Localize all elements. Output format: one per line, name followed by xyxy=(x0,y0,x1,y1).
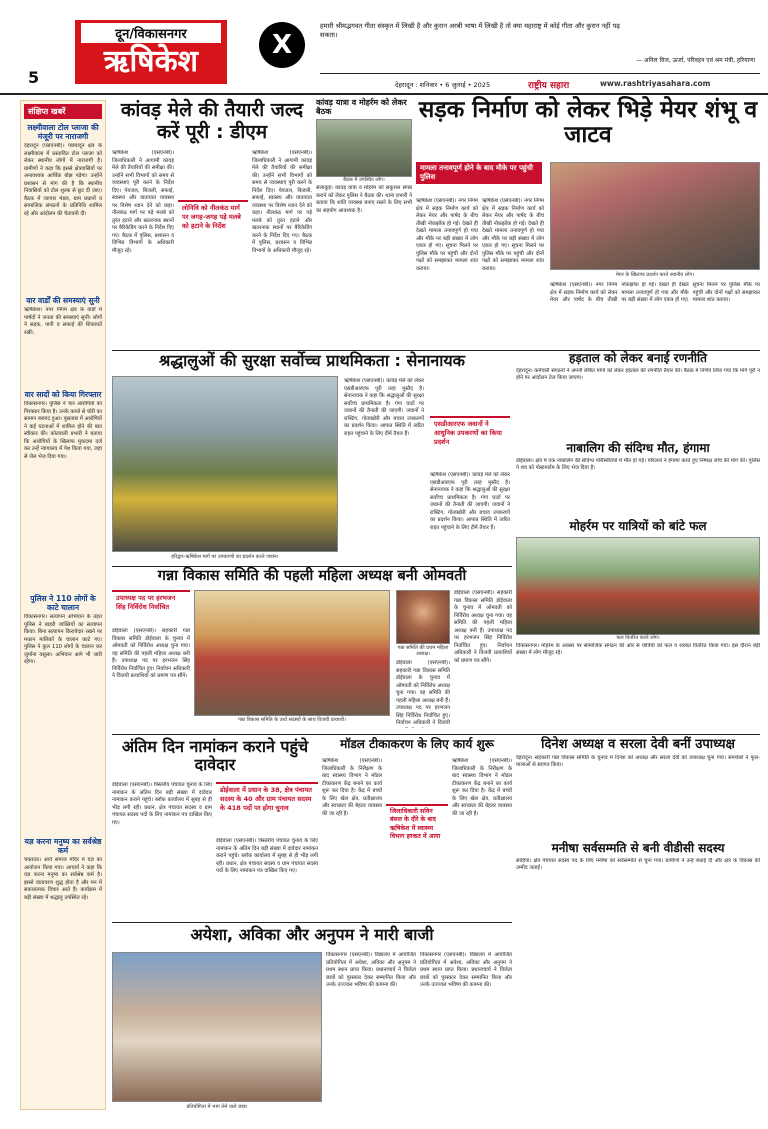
headline: नाबालिग की संदिग्ध मौत, हंगामा xyxy=(566,441,710,455)
dateline: देहरादून : शनिवार • 6 जुलाई • 2025 xyxy=(395,81,491,89)
sidebar-item xyxy=(24,594,102,834)
body: डोईवाला। क्षेत्र में एक नाबालिग की संदिग्ध परिस्थितियों में मौत हो गई। परिजनों ने हंगामा करते हुए निष्पक्ष जांच की मांग की। पुलिस ने शव को पोस्टमार्टम के लिए भेज दिया है। xyxy=(516,457,760,472)
sidebar-head: वार वार्डों की समस्याएं सुनी xyxy=(26,296,100,305)
article-nomination xyxy=(112,738,318,918)
article-road xyxy=(416,98,760,348)
sidebar-body: विकासनगर। पुलिस ने चार आरोपियों को गिरफ्तार किया है। उनके कब्जे से चोरी का सामान बरामद हुआ। पूछताछ में आरोपियों ने कई घटनाओं में शामिल होने की बात स्वीकार की। कोतवाली प्रभारी ने बताया कि आरोपियों के खिलाफ मुकदमा दर्ज कर उन्हें न्यायालय में पेश किया गया, जहां से जेल भेज दिया गया। xyxy=(24,401,102,460)
headline: गन्ना विकास समिति की पहली महिला अध्यक्ष बनी ओमवती xyxy=(157,568,467,584)
body-2: डोईवाला (एसएनबी)। त्रिस्तरीय पंचायत चुनाव के लिए नामांकन के अंतिम दिन बड़ी संख्या में दावेदार नामांकन कराने पहुंचे। ब्लॉक कार्यालय में सुबह से ही भीड़ लगी रही। प्रधान, क्षेत्र पंचायत सदस्य व ग्राम पंचायत सदस्य पदों के लिए नामांकन पत्र दाखिल किए गए। xyxy=(216,838,318,875)
body-2: ऋषिकेश (एसएनबी)। जिलाधिकारी ने आगामी कांवड़ मेले की तैयारियों की समीक्षा की। उन्होंने सभी विभागों को समय से व्यवस्थाएं पूरी करने के निर्देश दिए। पेयजल, बिजली, सफाई, स्वास्थ्य और यातायात व्यवस्था पर विशेष ध्यान देने को कहा। नीलकंठ मार्ग पर पड़े मलबे को तुरंत हटाने और खतरनाक स्थानों पर बैरिकेडिंग करने के निर्देश दिए गए। बैठक में पुलिस, प्रशासन व विभिन्न विभागों के अधिकारी मौजूद रहे। xyxy=(252,150,312,254)
sidebar-head: वार सादों को किया गिरफ्तार xyxy=(24,390,102,399)
quote-text: हमारी श्रीमद्भगवत गीता संस्कृत में लिखी है और कुरान अरबी भाषा में लिखी है तो क्या महाराष्ट्र में कोई गीता और कुरान नहीं पढ़ सकता। xyxy=(320,22,620,40)
quote-author: — अनिल विज, ऊर्जा, परिवहन एवं श्रम मंत्री, हरियाणा xyxy=(636,57,755,64)
photo-caption: बैठक में उपस्थित लोग। xyxy=(343,177,385,184)
headline: मनीषा सर्वसम्मति से बनी वीडीसी सदस्य xyxy=(551,841,725,855)
protest-photo xyxy=(550,162,760,270)
sidebar-tag: संक्षिप्त खबरें xyxy=(24,104,102,119)
article-dinesh xyxy=(516,738,760,838)
article-safety xyxy=(112,352,512,562)
body: सेलाकुई। कांवड़ यात्रा व मोहर्रम को सकुशल संपन्न कराने को लेकर पुलिस ने बैठक की। थाना प्रभारी ने बताया कि शांति व्यवस्था बनाए रखने के लिए सभी का सहयोग आवश्यक है। xyxy=(316,185,412,214)
brand-name: राष्ट्रीय सहारा xyxy=(528,81,570,91)
brand-block xyxy=(75,20,227,84)
body-3: डोईवाला (एसएनबी)। सहकारी गन्ना विकास समिति डोईवाला के चुनाव में ओमवती को निर्विरोध अध्यक्ष चुना गया। वह समिति की पहली महिला अध्यक्ष बनी हैं। उपाध्यक्ष पद पर हरभजन सिंह निर्विरोध निर्वाचित हुए। निर्वाचन अधिकारी ने विजयी xyxy=(396,660,450,727)
portrait-caption: गन्ना समिति की प्रथम महिला अध्यक्ष। xyxy=(397,645,449,657)
highlight: एसडीआरएफ जवानों ने आधुनिक उपकरणों का किया प्रदर्शन xyxy=(430,416,510,448)
sidebar-item xyxy=(24,123,102,293)
article-sugarcane xyxy=(112,568,512,730)
body-2: ऋषिकेश (एसएनबी)। नगर निगम क्षेत्र में सड़क निर्माण कार्य को लेकर मेयर और पार्षद के बीच तीखी नोकझोंक हो गई। देखते ही देखते मामला तनावपूर्ण हो गया और मौके पर बड़ी संख्या में लोग एकत्र हो गए। सूचना मिलने पर पुलिस मौके पर पहुंची और दोनों पक्षों को समझाकर मामला शांत कराया। xyxy=(482,198,544,272)
headline: मोहर्रम पर यात्रियों को बांटे फल xyxy=(569,519,707,533)
article-vaccination xyxy=(322,738,512,918)
sidebar-body: देहरादून (एसएनबी)। पछवादून क्षेत्र के लक्ष्मीवाला में प्रस्तावित टोल प्लाजा को लेकर स्थानीय लोगों में नाराजगी है। ग्रामीणों ने कहा कि इससे क्षेत्रवासियों पर अनावश्यक आर्थिक बोझ पड़ेगा। उन्होंने प्रशासन से मांग की है कि स्थानीय निवासियों को टोल शुल्क से छूट दी जाए। बैठक में व्यापार मंडल, ग्राम प्रधानों व सामाजिक संगठनों के प्रतिनिधि शामिल रहे और आंदोलन की चेतावनी दी। xyxy=(24,143,102,217)
portrait-photo xyxy=(396,590,450,644)
body: ऋषिकेश (एसएनबी)। कांवड़ मेले को लेकर एसडीआरएफ पूरी तरह मुस्तैद है। सेनानायक ने कहा कि श्रद्धालुओं की सुरक्षा सर्वोच्च प्राथमिकता है। गंगा घाटों पर जवानों की तैनाती की जाएगी। जवानों ने राफ्टिंग, गोताखोरी और बचाव उपकरणों का प्रदर्शन किया। आपात स्थिति में त्वरित राहत पहुंचाने के लिए टीमें तैयार हैं। xyxy=(344,378,424,437)
highlight: मामला तनावपूर्ण होने के बाद मौके पर पहुंची पुलिस xyxy=(416,162,542,184)
sidebar-head: यज्ञ करना मनुष्य का सर्वश्रेष्ठ कर्म xyxy=(24,837,102,855)
headline: अयेशा, अविका और अनुपम ने मारी बाजी xyxy=(190,925,434,944)
sidebar-item xyxy=(24,837,102,1117)
paper-name: ऋषिकेश xyxy=(103,44,199,79)
meeting-photo xyxy=(316,119,412,177)
headline: श्रद्धालुओं की सुरक्षा सर्वोच्च प्राथमिकता : सेनानायक xyxy=(159,351,465,370)
students-photo xyxy=(112,952,322,1102)
photo-caption: गन्ना विकास समिति के उर्ध्व सदस्यों के साथ विजयी प्रत्याशी। xyxy=(238,717,346,723)
article-muharram xyxy=(516,520,760,690)
body: डोईवाला (एसएनबी)। सहकारी गन्ना विकास समिति डोईवाला के चुनाव में ओमवती को निर्विरोध अध्यक्ष चुना गया। वह समिति की पहली महिला अध्यक्ष बनी हैं। उपाध्यक्ष पद पर हरभजन सिंह निर्विरोध निर्वाचित हुए। निर्वाचन अधिकारी ने विजयी प्रत्याशियों को प्रमाण पत्र सौंपे। xyxy=(112,628,190,680)
body-2: ऋषिकेश (एसएनबी)। कांवड़ मेले को लेकर एसडीआरएफ पूरी तरह मुस्तैद है। सेनानायक ने कहा कि श्रद्धालुओं की सुरक्षा सर्वोच्च प्राथमिकता है। गंगा घाटों पर जवानों की तैनाती की जाएगी। जवानों ने राफ्टिंग, गोताखोरी और बचाव उपकरणों का प्रदर्शन किया। आपात स्थिति में त्वरित राहत पहुंचाने के लिए टीमें तैयार हैं। xyxy=(430,472,510,531)
section-label: दून/विकासनगर xyxy=(81,23,221,43)
body: विकासनगर। मोहर्रम के अवसर पर सामाजिक संगठन की ओर से यात्रियों को फल व शरबत वितरित किया गया। इस दौरान बड़ी संख्या में लोग मौजूद रहे। xyxy=(516,642,760,657)
headline: कांवड़ यात्रा व मोहर्रम को लेकर बैठक xyxy=(316,98,407,117)
article-kanwar-photo xyxy=(316,98,412,348)
photo-caption: फल वितरित करते लोग। xyxy=(616,634,660,641)
headline: हड़ताल को लेकर बनाई रणनीति xyxy=(569,351,707,365)
x-logo-icon: X xyxy=(259,22,305,68)
body: साहिया। क्षेत्र पंचायत सदस्य पद के लिए मनीषा को सर्वसम्मति से चुना गया। ग्रामीणों ने उन्हें बधाई दी और क्षेत्र के विकास की उम्मीद जताई। xyxy=(516,857,760,872)
body-2: ऋषिकेश (एसएनबी)। जिलाधिकारी के निरीक्षण के बाद स्वास्थ्य विभाग ने मॉडल टीकाकरण केंद्र बनाने का कार्य शुरू कर दिया है। केंद्र में बच्चों के लिए खेल क्षेत्र, प्रतीक्षालय और स्वच्छता की बेहतर व्यवस्था की जा रही है। xyxy=(452,758,512,817)
headline: सड़क निर्माण को लेकर भिड़े मेयर शंभू व जाटव xyxy=(418,97,758,149)
headline: मॉडल टीकाकरण के लिए कार्य शुरू xyxy=(340,737,494,751)
body: ऋषिकेश (एसएनबी)। नगर निगम क्षेत्र में सड़क निर्माण कार्य को लेकर मेयर और पार्षद के बीच तीखी नोकझोंक हो गई। देखते ही देखते मामला तनावपूर्ण हो गया और मौके पर बड़ी संख्या में लोग एकत्र हो गए। सूचना मिलने पर पुलिस मौके पर पहुंची और दोनों पक्षों को समझाकर मामला शांत कराया। xyxy=(416,198,478,272)
article-strike xyxy=(516,352,760,440)
highlight: लोनिवि को नीलकंठ मार्ग पर जगह-जगह पड़े मलबे को हटाने के निर्देश xyxy=(178,200,248,232)
sdrf-photo xyxy=(112,376,338,552)
photo-caption: हरिद्वार-ऋषिकेश मार्ग पर उपकरणों का प्रदर्शन करते जवान। xyxy=(171,554,279,560)
sidebar-head: लक्ष्मीवाला टोल प्लाजा की मंजूरी पर नाराजगी xyxy=(27,123,99,141)
sidebar-head: पुलिस ने 110 लोगों के काटे चालान xyxy=(30,594,96,612)
sidebar-item xyxy=(24,390,102,591)
body-2: विकासनगर (एसएनबी)। विद्यालय में आयोजित प्रतियोगिता में अयेशा, अविका और अनुपम ने प्रथम स्थान प्राप्त किया। प्रधानाचार्य ने विजेता छात्रों को पुरस्कार देकर सम्मानित किया और उनके उज्ज्वल भविष्य की कामना की। xyxy=(420,952,512,989)
body: ऋषिकेश (एसएनबी)। जिलाधिकारी के निरीक्षण के बाद स्वास्थ्य विभाग ने मॉडल टीकाकरण केंद्र बनाने का कार्य शुरू कर दिया है। केंद्र में बच्चों के लिए खेल क्षेत्र, प्रतीक्षालय और स्वच्छता की बेहतर व्यवस्था की जा रही है। xyxy=(322,758,382,817)
article-manisha xyxy=(516,842,760,1110)
highlight: डोईवाला में प्रधान के 38, क्षेत्र पंचायत सदस्य के 40 और ग्राम पंचायत सदस्य के 418 पदों पर होगा चुनाव xyxy=(216,782,318,814)
page-number: 5 xyxy=(28,68,40,87)
photo-caption: मेयर के खिलाफ प्रदर्शन करते स्थानीय लोग। xyxy=(615,272,695,278)
headline: कांवड़ मेले की तैयारी जल्द करें पूरी : डीएम xyxy=(120,99,304,143)
sidebar-body: चकराता। आर्य समाज मंदिर में यज्ञ का आयोजन किया गया। आचार्य ने कहा कि यज्ञ करना मनुष्य का सर्वश्रेष्ठ कर्म है। इससे वातावरण शुद्ध होता है और मन में सकारात्मक विचार आते हैं। कार्यक्रम में बड़ी संख्या में श्रद्धालु उपस्थित रहे। xyxy=(24,857,102,901)
group-photo xyxy=(194,590,390,716)
sidebar-body: विकासनगर। सत्यापन अभियान के तहत पुलिस ने बाहरी व्यक्तियों का सत्यापन किया। बिना सत्यापन किरायेदार रखने पर मकान मालिकों के चालान काटे गए। पुलिस ने कुल 110 लोगों के चालान कर जुर्माना वसूला। अभियान आगे भी जारी रहेगा। xyxy=(24,614,102,666)
sidebar xyxy=(20,100,106,1110)
body: डोईवाला (एसएनबी)। त्रिस्तरीय पंचायत चुनाव के लिए नामांकन के अंतिम दिन बड़ी संख्या में दावेदार नामांकन कराने पहुंचे। ब्लॉक कार्यालय में सुबह से ही भीड़ लगी रही। प्रधान, क्षेत्र पंचायत सदस्य व ग्राम पंचायत सदस्य पदों के लिए नामांकन पत्र दाखिल किए गए। xyxy=(112,782,212,826)
headline: दिनेश अध्यक्ष व सरला देवी बनीं उपाध्यक्ष xyxy=(541,737,735,752)
body: ऋषिकेश (एसएनबी)। जिलाधिकारी ने आगामी कांवड़ मेले की तैयारियों की समीक्षा की। उन्होंने सभी विभागों को समय से व्यवस्थाएं पूरी करने के निर्देश दिए। पेयजल, बिजली, सफाई, स्वास्थ्य और यातायात व्यवस्था पर विशेष ध्यान देने को कहा। नीलकंठ मार्ग पर पड़े मलबे को तुरंत हटाने और खतरनाक स्थानों पर बैरिकेडिंग करने के निर्देश दिए गए। बैठक में पुलिस, प्रशासन व विभिन्न विभागों के अधिकारी मौजूद रहे। xyxy=(112,150,174,254)
body-3: ऋषिकेश (एसएनबी)। नगर निगम क्षेत्र में सड़क निर्माण कार्य को लेकर मेयर और पार्षद के बीच तीखी नोकझोंक हो गई। देखते ही देखते मामला तनावपूर्ण हो गया और मौके पर बड़ी संख्या में लोग एकत्र हो गए। सूचना मिलने पर पुलिस मौके पर पहुंची और दोनों पक्षों को समझाकर मामला शांत कराया। xyxy=(550,282,760,304)
sidebar-body: ऋषिकेश। नगर निगम क्षेत्र के वार्डों में पार्षदों ने जनता की समस्याएं सुनीं। लोगों ने सड़क, पानी व सफाई की शिकायतें रखीं। xyxy=(24,307,102,336)
article-kanwar-dm xyxy=(112,98,312,350)
body: देहरादून। कर्मचारी संगठनों ने अपनी लंबित मांगों को लेकर हड़ताल की रणनीति तैयार की। बैठक में निर्णय लिया गया कि मांगें पूरी न होने पर आंदोलन तेज किया जाएगा। xyxy=(516,367,760,382)
article-minor xyxy=(516,442,760,518)
sidebar-item xyxy=(24,296,102,387)
body: विकासनगर (एसएनबी)। विद्यालय में आयोजित प्रतियोगिता में अयेशा, अविका और अनुपम ने प्रथम स्थान प्राप्त किया। प्रधानाचार्य ने विजेता छात्रों को पुरस्कार देकर सम्मानित किया और उनके उज्ज्वल भविष्य की कामना की। xyxy=(326,952,416,989)
site-url: www.rashtriyasahara.com xyxy=(600,79,711,88)
fruit-photo xyxy=(516,537,760,635)
highlight: उपाध्यक्ष पद पर हरभजन सिंह निर्विरोध निर्वाचित xyxy=(112,590,190,614)
body-2: डोईवाला (एसएनबी)। सहकारी गन्ना विकास समिति डोईवाला के चुनाव में ओमवती को निर्विरोध अध्यक्ष चुना गया। वह समिति की पहली महिला अध्यक्ष बनी हैं। उपाध्यक्ष पद पर हरभजन सिंह निर्विरोध निर्वाचित हुए। निर्वाचन अधिकारी ने विजयी प्रत्याशियों को प्रमाण पत्र सौंपे। xyxy=(454,590,512,664)
photo-caption: प्रतियोगिता में भाग लेने वाले छात्र। xyxy=(186,1104,248,1110)
masthead xyxy=(0,0,768,100)
body: देहरादून। सहकारी गन्ना विकास समिति के चुनाव में दिनेश को अध्यक्ष और सरला देवी को उपाध्यक्ष चुना गया। समर्थकों ने फूल-मालाओं से स्वागत किया। xyxy=(516,754,760,769)
highlight: जिलाधिकारी सविन बंसल के दौरे के बाद ऋषिकेश में स्वास्थ्य विभाग हरकत में आया xyxy=(386,804,448,843)
article-ayesha xyxy=(112,926,512,1112)
headline: अंतिम दिन नामांकन कराने पहुंचे दावेदार xyxy=(121,737,309,775)
